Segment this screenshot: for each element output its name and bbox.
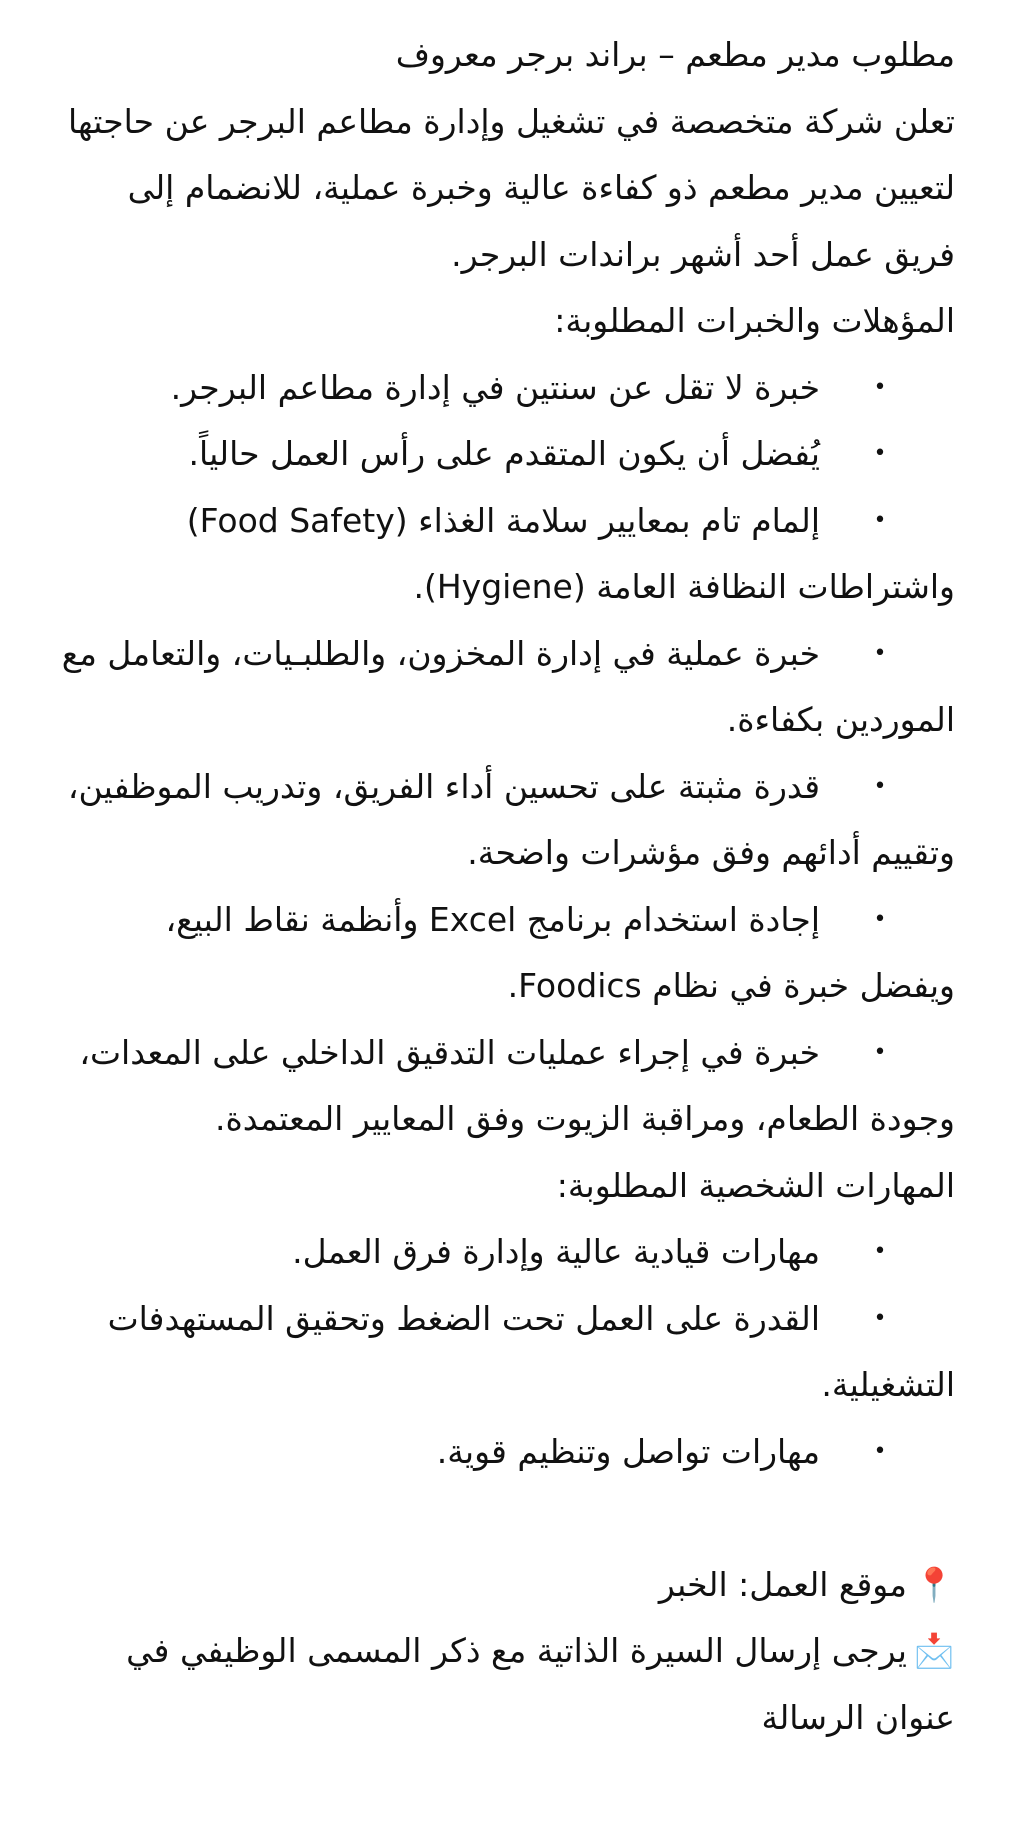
bullet-icon: • (873, 507, 887, 533)
bullet-icon: • (873, 1305, 887, 1331)
bullet-icon: • (873, 441, 887, 466)
qualification-item: • خبرة في إجراء عمليات التدقيق الداخلي على المعدات، وجودة الطعام، ومراقبة الزيوت وفق المعايير المعتمدة. (60, 1020, 955, 1153)
bullet-icon: • (873, 773, 887, 799)
location-text: موقع العمل: الخبر (658, 1564, 907, 1604)
apply-text: يرجى إرسال السيرة الذاتية مع ذكر المسمى الوظيفي في عنوان الرسالة (126, 1631, 955, 1737)
skills-heading: المهارات الشخصية المطلوبة: (556, 1165, 955, 1205)
envelope-icon: 📩 (913, 1631, 955, 1670)
bullet-icon: • (873, 640, 887, 666)
bullet-icon: • (873, 1438, 887, 1464)
skill-item: • مهارات تواصل وتنظيم قوية. (60, 1419, 955, 1486)
blank-line (60, 1485, 955, 1552)
qualification-item: • خبرة لا تقل عن سنتين في إدارة مطاعم البرجر. (60, 355, 955, 422)
bullet-icon: • (873, 1039, 887, 1065)
job-post (60, 22, 955, 1751)
post-title: مطلوب مدير مطعم – براند برجر معروف (395, 35, 955, 74)
qualifications-heading: المؤهلات والخبرات المطلوبة: (554, 301, 955, 340)
qualification-item: • يُفضل أن يكون المتقدم على رأس العمل حالياً. (60, 421, 955, 488)
qualification-item: • إجادة استخدام برنامج Excel وأنظمة نقاط البيع، ويفضل خبرة في نظام Foodics. (60, 887, 955, 1020)
location-line (60, 1552, 955, 1619)
skill-item: • القدرة على العمل تحت الضغط وتحقيق المستهدفات التشغيلية. (60, 1286, 955, 1419)
bullet-icon: • (873, 1239, 887, 1264)
bullet-icon: • (873, 906, 887, 932)
qualification-item: • إلمام تام بمعايير سلامة الغذاء (Food Safety) واشتراطات النظافة العامة (Hygiene). (60, 488, 955, 621)
skill-item: • مهارات قيادية عالية وإدارة فرق العمل. (60, 1219, 955, 1286)
bullet-icon: • (873, 374, 887, 400)
qualification-item: • قدرة مثبتة على تحسين أداء الفريق، وتدريب الموظفين، وتقييم أدائهم وفق مؤشرات واضحة. (60, 754, 955, 887)
post-intro: تعلن شركة متخصصة في تشغيل وإدارة مطاعم البرجر عن حاجتها لتعيين مدير مطعم ذو كفاءة عالية وخبرة عملية، للانضمام إلى فريق عمل أحد أشهر براندات البرجر. (68, 101, 955, 274)
apply-line (60, 1618, 955, 1751)
pin-icon: 📍 (913, 1564, 955, 1604)
qualification-item: • خبرة عملية في إدارة المخزون، والطلبـيات، والتعامل مع الموردين بكفاءة. (60, 621, 955, 754)
